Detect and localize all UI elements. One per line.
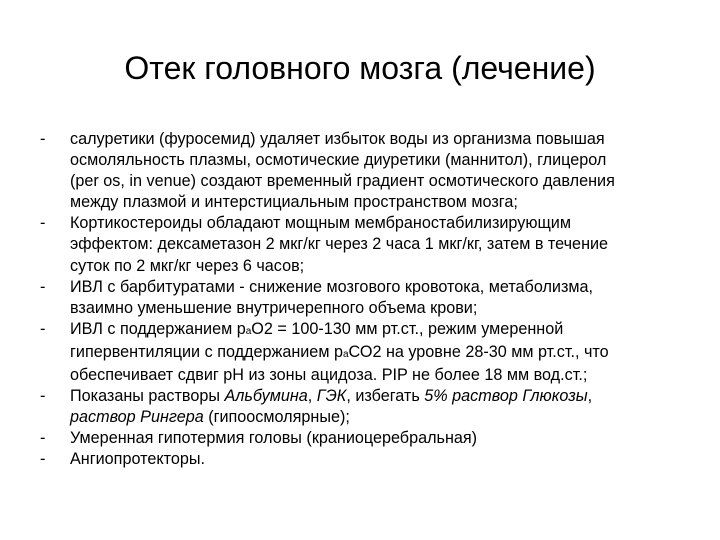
italic-text: раствор Рингера	[70, 408, 204, 427]
bullet-item-hypothermia	[40, 428, 700, 449]
bullet-marker: -	[40, 387, 46, 406]
text-run: (гипоосмолярные);	[203, 408, 350, 427]
bullet-line: Умеренная гипотермия головы (краниоцеребральная)	[70, 429, 478, 448]
italic-text: 5% раствор Глюкозы	[424, 387, 588, 406]
bullet-item-ventilation-gases	[40, 319, 700, 386]
text-run: О2 = 100-130 мм рт.ст., режим умеренной	[251, 319, 564, 338]
bullet-marker: -	[40, 277, 46, 296]
bullet-line: эффектом: дексаметазон 2 мкг/кг через 2 часа 1 мкг/кг, затем в течение	[70, 235, 609, 254]
bullet-marker: -	[40, 319, 46, 338]
bullet-line	[70, 319, 700, 342]
text-run: ,	[587, 387, 593, 406]
bullet-line	[70, 386, 700, 407]
text-run: Показаны растворы	[70, 387, 225, 406]
bullet-marker: -	[40, 214, 46, 233]
bullet-marker: -	[40, 450, 46, 469]
bullet-line: (per os, in venue) создают временный градиент осмотического давления	[70, 172, 615, 191]
bullet-line: ИВЛ с барбитуратами - снижение мозгового кровотока, метаболизма,	[70, 277, 594, 296]
bullet-line: взаимно уменьшение внутричерепного объема крови;	[70, 298, 478, 317]
subscript-text: а	[245, 325, 252, 337]
text-run: , избегать	[346, 387, 425, 406]
text-run: СО2 на уровне 28-30 мм рт.ст., что	[348, 342, 609, 361]
bullet-item-angioprotectors	[40, 449, 700, 470]
bullet-line: Ангиопротекторы.	[70, 450, 205, 469]
text-run: гипервентиляции с поддержанием р	[70, 342, 343, 361]
bullet-line	[70, 342, 700, 365]
bullet-item-ventilation-barbiturates	[40, 277, 700, 319]
bullet-item-corticosteroids	[40, 213, 700, 276]
italic-text: Альбумина	[224, 387, 308, 406]
bullet-line: между плазмой и интерстициальным пространством мозга;	[70, 193, 518, 212]
bullet-line: осмоляльность плазмы, осмотические диуретики (маннитол), глицерол	[70, 151, 607, 170]
bullet-marker: -	[40, 130, 46, 148]
subscript-text: а	[342, 348, 349, 360]
bullet-item-saluretics	[40, 129, 700, 213]
bullet-line: обеспечивает сдвиг рН из зоны ацидоза. PIP не более 18 мм вод.ст.;	[70, 366, 588, 385]
bullet-item-solutions	[40, 386, 700, 428]
bullet-marker: -	[40, 429, 46, 448]
text-run: ИВЛ с поддержанием р	[70, 319, 246, 338]
text-run: ,	[307, 387, 317, 406]
slide-title: Отек головного мозга (лечение)	[124, 50, 596, 86]
bullet-line: салуретики (фуросемид) удаляет избыток воды из организма повышая	[70, 130, 605, 148]
bullet-line: суток по 2 мкг/кг через 6 часов;	[70, 256, 305, 275]
bullet-list	[40, 129, 700, 471]
bullet-line	[70, 407, 700, 428]
bullet-line: Кортикостероиды обладают мощным мембраностабилизирующим	[70, 214, 571, 233]
italic-text: ГЭК	[316, 387, 347, 406]
